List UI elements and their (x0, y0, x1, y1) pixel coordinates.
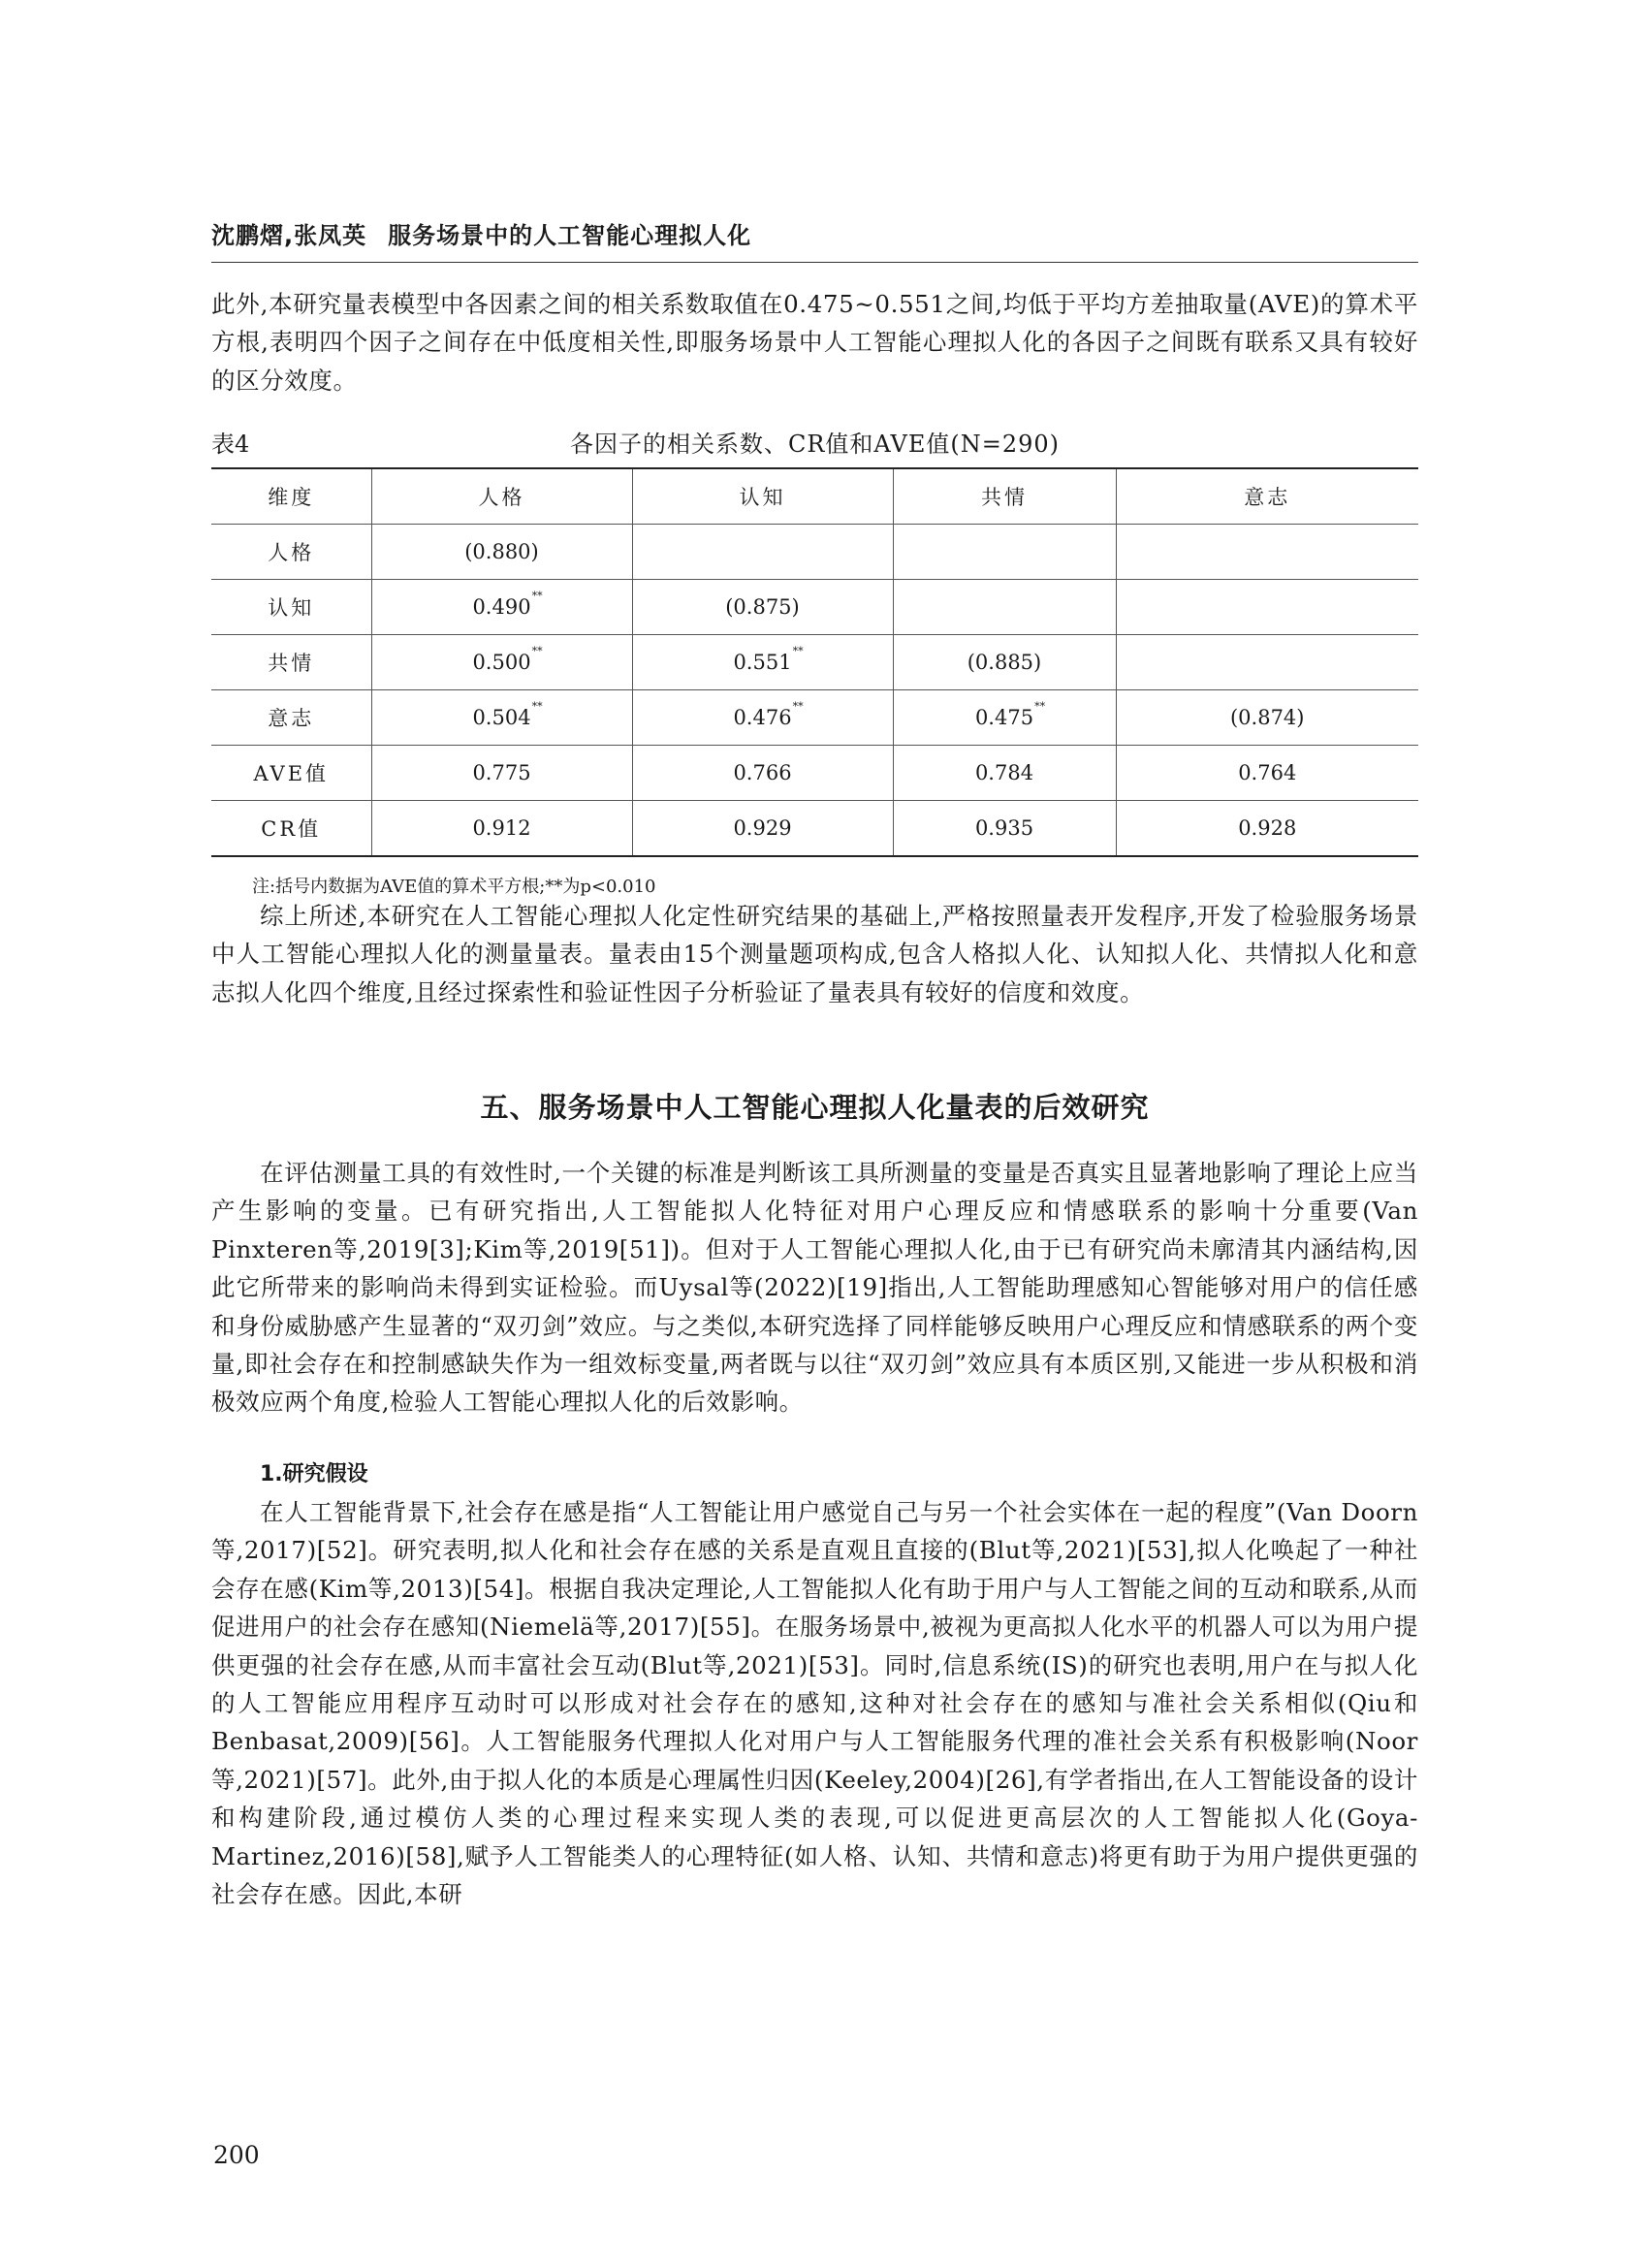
running-head-title: 服务场景中的人工智能心理拟人化 (388, 222, 752, 249)
significance-mark: ** (792, 700, 804, 713)
table-cell (632, 580, 893, 635)
running-head (211, 216, 751, 250)
cell-value: 0.475 (974, 706, 1034, 729)
cell-value: (0.885) (967, 651, 1042, 674)
table-cell: 0.929 (632, 801, 893, 857)
row-head: 共情 (211, 635, 371, 690)
section5-block (211, 1154, 1418, 1421)
table-label: 表4 (211, 431, 250, 458)
table-row (211, 746, 1418, 801)
table-row (211, 635, 1418, 690)
subheading-hypothesis: 1.研究假设 (260, 1462, 368, 1486)
table-caption (211, 425, 1418, 458)
table-cell (632, 690, 893, 746)
cell-value: (0.875) (725, 595, 800, 619)
page-number: 200 (213, 2141, 260, 2169)
table-cell: 0.935 (893, 801, 1116, 857)
table-title: 各因子的相关系数、CR值和AVE值(N=290) (569, 431, 1061, 458)
table-cell (1116, 635, 1418, 690)
cell-value: 0.500 (472, 651, 531, 674)
table-row (211, 525, 1418, 580)
table-cell: 0.912 (371, 801, 632, 857)
table-row (211, 801, 1418, 857)
significance-mark: ** (531, 645, 543, 657)
paragraph-summary: 综上所述,本研究在人工智能心理拟人化定性研究结果的基础上,严格按照量表开发程序,开发了检验服务场景中人工智能心理拟人化的测量量表。量表由15个测量题项构成,包含人格拟人化、认知拟人化、共情拟人化和意志拟人化四个维度,且经过探索性和验证性因子分析验证了量表具有较好的信度和效度。 (211, 902, 1418, 1006)
table-cell (893, 690, 1116, 746)
cell-value: (0.880) (464, 540, 539, 563)
hypothesis-block (211, 1493, 1418, 1913)
section-heading: 五、服务场景中人工智能心理拟人化量表的后效研究 (480, 1091, 1150, 1124)
cell-value: 0.504 (472, 706, 531, 729)
table-cell (632, 635, 893, 690)
paragraph-intro: 此外,本研究量表模型中各因素之间的相关系数取值在0.475~0.551之间,均低于平均方差抽取量(AVE)的算术平方根,表明四个因子之间存在中低度相关性,即服务场景中人工智能心理拟人化的各因子之间既有联系又具有较好的区分效度。 (211, 290, 1418, 395)
summary-block (211, 897, 1418, 1011)
cell-value: 0.476 (733, 706, 792, 729)
table-row (211, 690, 1418, 746)
table-cell (371, 690, 632, 746)
table-header-cell: 意志 (1116, 468, 1418, 525)
cell-value: 0.551 (733, 651, 792, 674)
cell-value: 0.490 (472, 595, 531, 619)
intro-block (211, 285, 1418, 399)
table-cell (893, 525, 1116, 580)
table-header-cell: 人格 (371, 468, 632, 525)
table-cell: 0.775 (371, 746, 632, 801)
table-cell: 0.784 (893, 746, 1116, 801)
row-head: 意志 (211, 690, 371, 746)
table-header-cell: 认知 (632, 468, 893, 525)
paragraph-hypothesis: 在人工智能背景下,社会存在感是指“人工智能让用户感觉自己与另一个社会实体在一起的程度”(Van Doorn等,2017)[52]。研究表明,拟人化和社会存在感的关系是直观且直接的(Blut等,2021)[53],拟人化唤起了一种社会存在感(Kim等,2013)[54]。根据自我决定理论,人工智能拟人化有助于用户与人工智能之间的互动和联系,从而促进用户的社会存在感知(Niemelä等,2017)[55]。在服务场景中,被视为更高拟人化水平的机器人可以为用户提供更强的社会存在感,从而丰富社会互动(Blut等,2021)[53]。同时,信息系统(IS)的研究也表明,用户在与拟人化的人工智能应用程序互动时可以形成对社会存在的感知,这种对社会存在的感知与准社会关系相似(Qiu和Benbasat,2009)[56]。人工智能服务代理拟人化对用户与人工智能服务代理的准社会关系有积极影响(Noor等,2021)[57]。此外,由于拟人化的本质是心理属性归因(Keeley,2004)[26],有学者指出,在人工智能设备的设计和构建阶段,通过模仿人类的心理过程来实现人类的表现,可以促进更高层次的人工智能拟人化(Goya-Martinez,2016)[58],赋予人工智能类人的心理特征(如人格、认知、共情和意志)将更有助于为用户提供更强的社会存在感。因此,本研 (211, 1498, 1418, 1909)
correlation-table (211, 467, 1418, 857)
table-cell (371, 525, 632, 580)
row-head: 认知 (211, 580, 371, 635)
significance-mark: ** (1034, 700, 1046, 713)
table-header-cell: 共情 (893, 468, 1116, 525)
table-cell (371, 580, 632, 635)
significance-mark: ** (531, 590, 543, 602)
significance-mark: ** (531, 700, 543, 713)
significance-mark: ** (792, 645, 804, 657)
table-cell (893, 580, 1116, 635)
table-note: 注:括号内数据为AVE值的算术平方根;**为p<0.010 (252, 877, 656, 897)
running-head-authors: 沈鹏熠,张凤英 (211, 222, 367, 249)
paragraph-section5: 在评估测量工具的有效性时,一个关键的标准是判断该工具所测量的变量是否真实且显著地影响了理论上应当产生影响的变量。已有研究指出,人工智能拟人化特征对用户心理反应和情感联系的影响十分重要(Van Pinxteren等,2019[3];Kim等,2019[51])。但对于人工智能心理拟人化,由于已有研究尚未廓清其内涵结构,因此它所带来的影响尚未得到实证检验。而Uysal等(2022)[19]指出,人工智能助理感知心智能够对用户的信任感和身份威胁感产生显著的“双刃剑”效应。与之类似,本研究选择了同样能够反映用户心理反应和情感联系的两个变量,即社会存在和控制感缺失作为一组效标变量,两者既与以往“双刃剑”效应具有本质区别,又能进一步从积极和消极效应两个角度,检验人工智能心理拟人化的后效影响。 (211, 1159, 1418, 1417)
table-cell: 0.928 (1116, 801, 1418, 857)
table-cell (1116, 525, 1418, 580)
table-cell (893, 635, 1116, 690)
table-cell: 0.766 (632, 746, 893, 801)
row-head: AVE值 (211, 746, 371, 801)
table-cell (1116, 690, 1418, 746)
table-cell (632, 525, 893, 580)
table-cell: 0.764 (1116, 746, 1418, 801)
table-cell (371, 635, 632, 690)
row-head: 人格 (211, 525, 371, 580)
table-row (211, 580, 1418, 635)
cell-value: (0.874) (1229, 706, 1305, 729)
table-header-row (211, 468, 1418, 525)
row-head: CR值 (211, 801, 371, 857)
table-header-cell: 维度 (211, 468, 371, 525)
header-rule (211, 262, 1418, 263)
table-cell (1116, 580, 1418, 635)
